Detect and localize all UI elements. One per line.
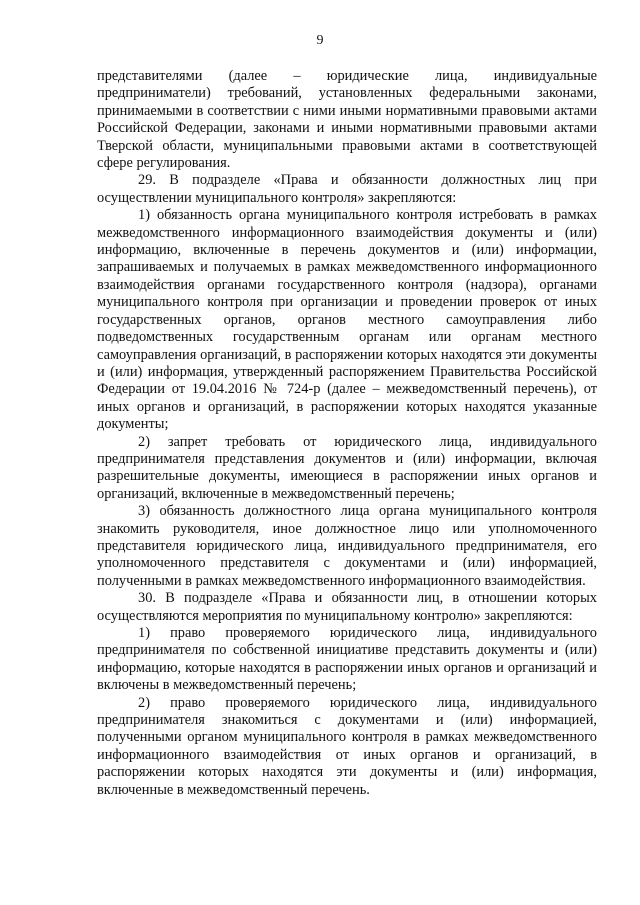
paragraph-30: 30. В подразделе «Права и обязанности лиц, в отношении которых осуществляются мероприятия по муниципальному контролю» закрепляются: bbox=[97, 590, 597, 624]
paragraph-30-item-2: 2) право проверяемого юридического лица, индивидуального предпринимателя знакомиться с документами и (или) информацией, полученными органом муниципального контроля в рамках межведомственного информационного взаимодействия от иных органов и организаций, в распоряжении которых находятся эти документы и (или) информация, включенные в межведомственный перечень. bbox=[97, 694, 597, 798]
paragraph-29: 29. В подразделе «Права и обязанности должностных лиц при осуществлении муниципального контроля» закрепляются: bbox=[97, 172, 597, 206]
paragraph-30-item-1: 1) право проверяемого юридического лица, индивидуального предпринимателя по собственной инициативе представить документы и (или) информацию, которые находятся в распоряжении иных органов и организаций и включены в межведомственный перечень; bbox=[97, 625, 597, 694]
page-number: 9 bbox=[316, 33, 324, 48]
paragraph-continuation: представителями (далее – юридические лица, индивидуальные предприниматели) требований, установленных федеральными законами, принимаемыми в соответствии с ними иными нормативными правовыми актами Российской Федерации, законами и иными нормативными правовыми актами Тверской области, муниципальными правовыми актами в соответствующей сфере регулирования. bbox=[97, 68, 597, 172]
paragraph-29-item-1: 1) обязанность органа муниципального контроля истребовать в рамках межведомственного информационного взаимодействия документы и (или) информацию, включенные в перечень документов и (или) информации, запрашиваемых и получаемых в рамках межведомственного информационного взаимодействия органами государственного контроля (надзора), органами муниципального контроля при организации и проведении проверок от иных государственных органов, органов местного самоуправления либо подведомственных государственным органам или органам местного самоуправления организаций, в распоряжении которых находятся эти документы и (или) информация, утвержденный распоряжением Правительства Российской Федерации от 19.04.2016 № 724-р (далее – межведомственный перечень), от иных органов и организаций, в распоряжении которых находятся указанные документы; bbox=[97, 207, 597, 433]
paragraph-29-item-2: 2) запрет требовать от юридического лица, индивидуального предпринимателя представления документов и (или) информации, включая разрешительные документы, имеющиеся в распоряжении иных органов и организаций, включенные в межведомственный перечень; bbox=[97, 433, 597, 502]
document-body bbox=[97, 68, 597, 799]
paragraph-29-item-3: 3) обязанность должностного лица органа муниципального контроля знакомить руководителя, иное должностное лицо или уполномоченного представителя юридического лица, индивидуального предпринимателя, его уполномоченного представителя с документами и (или) информацией, полученными в рамках межведомственного информационного взаимодействия. bbox=[97, 503, 597, 589]
